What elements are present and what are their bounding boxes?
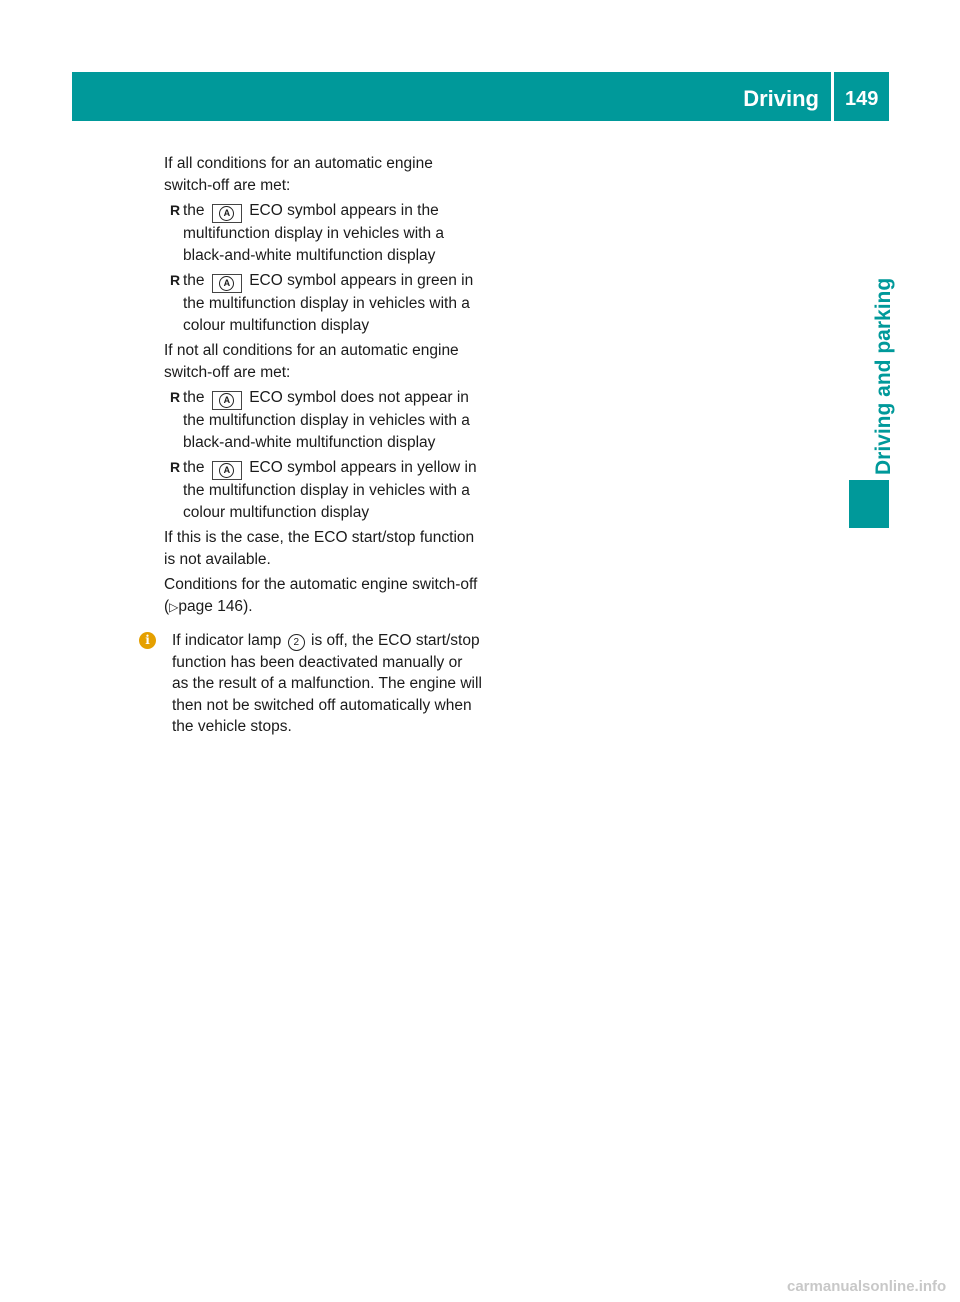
paragraph: If all conditions for an automatic engine switch-off are met: <box>164 155 433 194</box>
bullet-mark: R <box>170 202 181 218</box>
paragraph: If this is the case, the ECO start/stop function is not available. <box>164 529 475 568</box>
bullet-mark: R <box>170 389 181 405</box>
page-reference-link[interactable]: page 146 <box>178 597 244 615</box>
page-header <box>72 72 889 121</box>
bullet-mark: R <box>170 272 181 288</box>
chapter-marker <box>849 480 889 528</box>
info-note <box>145 630 482 738</box>
eco-start-stop-icon: A <box>212 274 242 293</box>
page-ref-arrow-icon: ▷ <box>169 599 179 614</box>
paragraph: Conditions for the automatic engine switch-off (▷page 146). <box>164 576 478 615</box>
info-text: If indicator lamp 2 is off, the ECO start/stop function has been deactivated manually or as the result of a malfunction. The engine will then not be switched off automatically when the vehicle stops. <box>172 632 482 735</box>
info-icon: i <box>139 632 156 649</box>
list-item: R the A ECO symbol appears in the multifunction display in vehicles with a black-and-white multifunction display <box>170 202 445 264</box>
indicator-lamp-number-icon: 2 <box>288 634 305 651</box>
page-number: 149 <box>845 88 879 110</box>
page-content <box>145 153 482 738</box>
watermark: carmanualsonline.info <box>787 1278 947 1295</box>
list-item: R the A ECO symbol appears in green in the multifunction display in vehicles with a colour multifunction display <box>170 272 474 334</box>
list-item: R the A ECO symbol appears in yellow in the multifunction display in vehicles with a colour multifunction display <box>170 459 477 521</box>
eco-start-stop-icon: A <box>212 461 242 480</box>
eco-start-stop-icon: A <box>212 204 242 223</box>
list-item: R the A ECO symbol does not appear in the multifunction display in vehicles with a black-and-white multifunction display <box>170 389 470 451</box>
header-divider <box>831 72 834 121</box>
section-title: Driving <box>743 86 819 111</box>
eco-start-stop-icon: A <box>212 391 242 410</box>
bullet-mark: R <box>170 459 181 475</box>
paragraph: If not all conditions for an automatic engine switch-off are met: <box>164 342 459 381</box>
chapter-side-label: Driving and parking <box>872 277 895 475</box>
